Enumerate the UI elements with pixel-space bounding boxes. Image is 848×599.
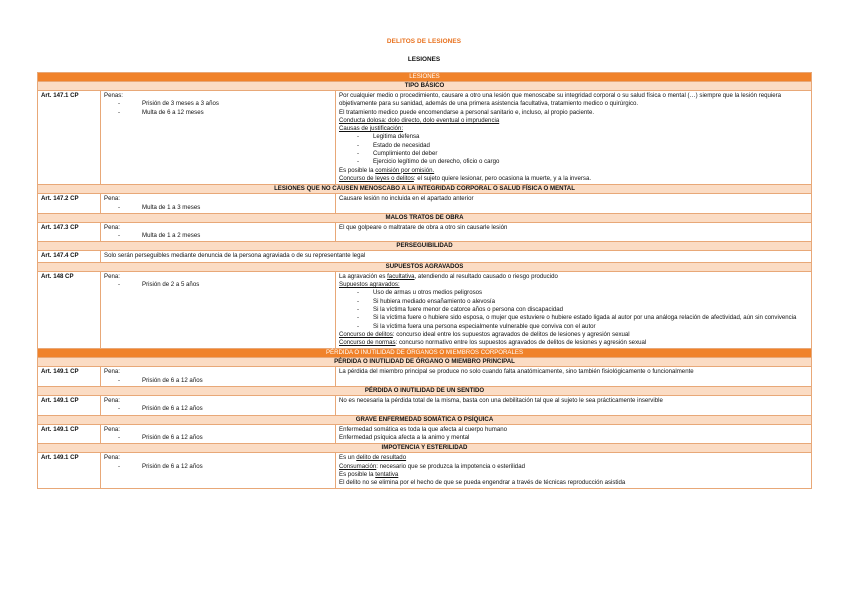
penalty-item: - Prisión de 6 a 12 años: [104, 377, 332, 385]
table-row: [38, 222, 812, 242]
lesiones-table: [37, 72, 812, 489]
resultado-line: Es un delito de resultado: [339, 454, 407, 462]
penalty-label: Pena:: [104, 272, 120, 280]
section-header-malos-tratos: MALOS TRATOS DE OBRA: [38, 213, 812, 222]
section-header-perseguibilidad: PERSEGUIBILIDAD: [38, 242, 812, 251]
description-cell: La pérdida del miembro principal se produce no solo cuando falta anatómicamente, sino también fisiológicamente o funcionalmente: [336, 367, 812, 387]
description-cell: Causare lesión no incluida en el apartado anterior: [336, 194, 812, 214]
tentativa-line: Es posible la tentativa: [339, 470, 399, 478]
table-row: [38, 271, 812, 349]
table-row: [38, 194, 812, 214]
penalty-label: Penas:: [104, 92, 123, 99]
description-cell: [336, 424, 812, 444]
penalty-item: - Prisión de 2 a 5 años: [104, 281, 332, 289]
article-cell: Art. 147.3 CP: [38, 222, 101, 242]
causa-item: - Ejercicio legítimo de un derecho, oficio o cargo: [339, 158, 808, 166]
section-header-perdida-principal: PÉRDIDA O INUTILIDAD DE ÓRGANO O MIEMBRO PRINCIPAL: [38, 358, 812, 367]
section-header-agravados: SUPUESTOS AGRAVADOS: [38, 262, 812, 271]
causa-item: - Estado de necesidad: [339, 142, 808, 150]
description-text: El delito no se elimina por el hecho de que se pueda engendrar a través de técnicas reproducción asistida: [339, 479, 626, 487]
description-cell: [336, 91, 812, 185]
penalty-cell: [101, 91, 336, 185]
penalty-item: - Prisión de 6 a 12 años: [104, 463, 332, 471]
penalty-label: Pena:: [104, 397, 120, 405]
table-row: [38, 367, 812, 387]
section-header-menoscabo: LESIONES QUE NO CAUSEN MENOSCABO A LA INTEGRIDAD CORPORAL O SALUD FÍSICA O MENTAL: [38, 185, 812, 194]
description-text: Conducta dolosa: dolo directo, dolo eventual o imprudencia: [339, 116, 500, 124]
penalty-cell: [101, 453, 336, 489]
section-header-perdida: PÉRDIDA O INUTILIDAD DE ÓRGANOS O MIEMBROS CORPORALES: [38, 349, 812, 358]
penalty-cell: [101, 424, 336, 444]
penalty-label: Pena:: [104, 454, 120, 462]
description-cell: No es necesaria la pérdida total de la misma, basta con una debilitación tal que al sujeto le sea prácticamente inservible: [336, 396, 812, 416]
article-cell: Art. 149.1 CP: [38, 453, 101, 489]
document-title: DELITOS DE LESIONES: [386, 38, 462, 45]
section-header-impotencia: IMPOTENCIA Y ESTERILIDAD: [38, 444, 812, 453]
penalty-cell: [101, 271, 336, 349]
supuestos-label: Supuestos agravados:: [339, 281, 400, 289]
section-header-lesiones: LESIONES: [38, 73, 812, 82]
concurso-delitos-line: Concurso de delitos: concurso ideal entre los supuestos agravados de delitos de lesiones y agresión sexual: [339, 330, 630, 338]
penalty-label: Pena:: [104, 223, 120, 231]
section-header-grave-enfermedad: GRAVE ENFERMEDAD SOMÁTICA O PSÍQUICA: [38, 415, 812, 424]
description-text: Enfermedad psíquica afecta a la animo y mental: [339, 433, 470, 441]
description-text: El tratamiento medico puede encomendarse a personal sanitario e, incluso, al propio paciente.: [339, 108, 595, 116]
table-row: [38, 251, 812, 262]
penalty-label: Pena:: [104, 195, 120, 203]
concurso-normas-line: Concurso de normas: concurso normativo entre los supuestos agravados de delitos de lesiones y agresión sexual: [339, 339, 647, 347]
article-cell: Art. 147.1 CP: [38, 91, 101, 185]
penalty-cell: [101, 396, 336, 416]
causas-label: Causas de justificación:: [339, 125, 404, 133]
description-cell: Solo serán perseguibles mediante denuncia de la persona agraviada o de su representante legal: [101, 251, 812, 262]
description-cell: [336, 271, 812, 349]
supuesto-item: - Si la víctima fuere menor de catorce años o persona con discapacidad: [339, 306, 808, 314]
table-row: [38, 453, 812, 489]
section-header-perdida-sentido: PÉRDIDA O INUTILIDAD DE UN SENTIDO: [38, 387, 812, 396]
penalty-item: - Prisión de 6 a 12 años: [104, 405, 332, 413]
penalty-item: - Multa de 1 a 3 meses: [104, 204, 332, 212]
agravacion-line: La agravación es facultativa, atendiendo al resultado causado o riesgo producido: [339, 272, 558, 280]
table-row: [38, 424, 812, 444]
penalty-item: - Prisión de 3 meses a 3 años: [104, 100, 332, 108]
article-cell: Art. 149.1 CP: [38, 367, 101, 387]
penalty-cell: [101, 367, 336, 387]
article-cell: Art. 149.1 CP: [38, 424, 101, 444]
article-cell: Art. 148 CP: [38, 271, 101, 349]
document-subtitle: LESIONES: [407, 56, 441, 63]
penalty-label: Pena:: [104, 425, 120, 433]
article-cell: Art. 147.4 CP: [38, 251, 101, 262]
supuesto-item: - Si la víctima fuera una persona especialmente vulnerable que conviva con el autor: [339, 323, 808, 331]
description-cell: El que golpeare o maltratare de obra a otro sin causarle lesión: [336, 222, 812, 242]
penalty-item: - Multa de 1 a 2 meses: [104, 232, 332, 240]
supuesto-item: - Uso de armas u otros medios peligrosos: [339, 289, 808, 297]
description-cell: [336, 453, 812, 489]
table-row: [38, 91, 812, 185]
concurso-line: Concurso de leyes o delitos: el sujeto quiere lesionar, pero ocasiona la muerte, y a la inversa.: [339, 174, 592, 182]
supuesto-item: - Si hubiera mediado ensañamiento o alevosía: [339, 298, 808, 306]
consumacion-line: Consumación: necesario que se produzca la impotencia o esterilidad: [339, 462, 525, 470]
causa-item: - Cumplimiento del deber: [339, 150, 808, 158]
article-cell: Art. 149.1 CP: [38, 396, 101, 416]
penalty-cell: [101, 194, 336, 214]
penalty-label: Pena:: [104, 368, 120, 376]
penalty-cell: [101, 222, 336, 242]
article-cell: Art. 147.2 CP: [38, 194, 101, 214]
description-text: Enfermedad somática es toda la que afecta al cuerpo humano: [339, 425, 508, 433]
penalty-item: - Prisión de 6 a 12 años: [104, 434, 332, 442]
description-text: Por cualquier medio o procedimiento, causare a otro una lesión que menoscabe su integridad corporal o su salud física o mental (…) siempre que la lesión requiera objetivamente para su sanidad, además de una primera asistencia facultativa, tratamiento medico o quirúrgico.: [339, 92, 782, 108]
comision-line: Es posible la comisión por omisión.: [339, 166, 435, 174]
section-header-tipo-basico: TIPO BÁSICO: [38, 82, 812, 91]
table-row: [38, 396, 812, 416]
supuesto-item: - Si la víctima fuere o hubiere sido esposa, o mujer que estuviere o hubiere estado ligada al autor por una análoga relación de afectividad, aún sin convivencia: [339, 314, 808, 322]
penalty-item: - Multa de 6 a 12 meses: [104, 109, 332, 117]
causa-item: - Legitima defensa: [339, 133, 808, 141]
